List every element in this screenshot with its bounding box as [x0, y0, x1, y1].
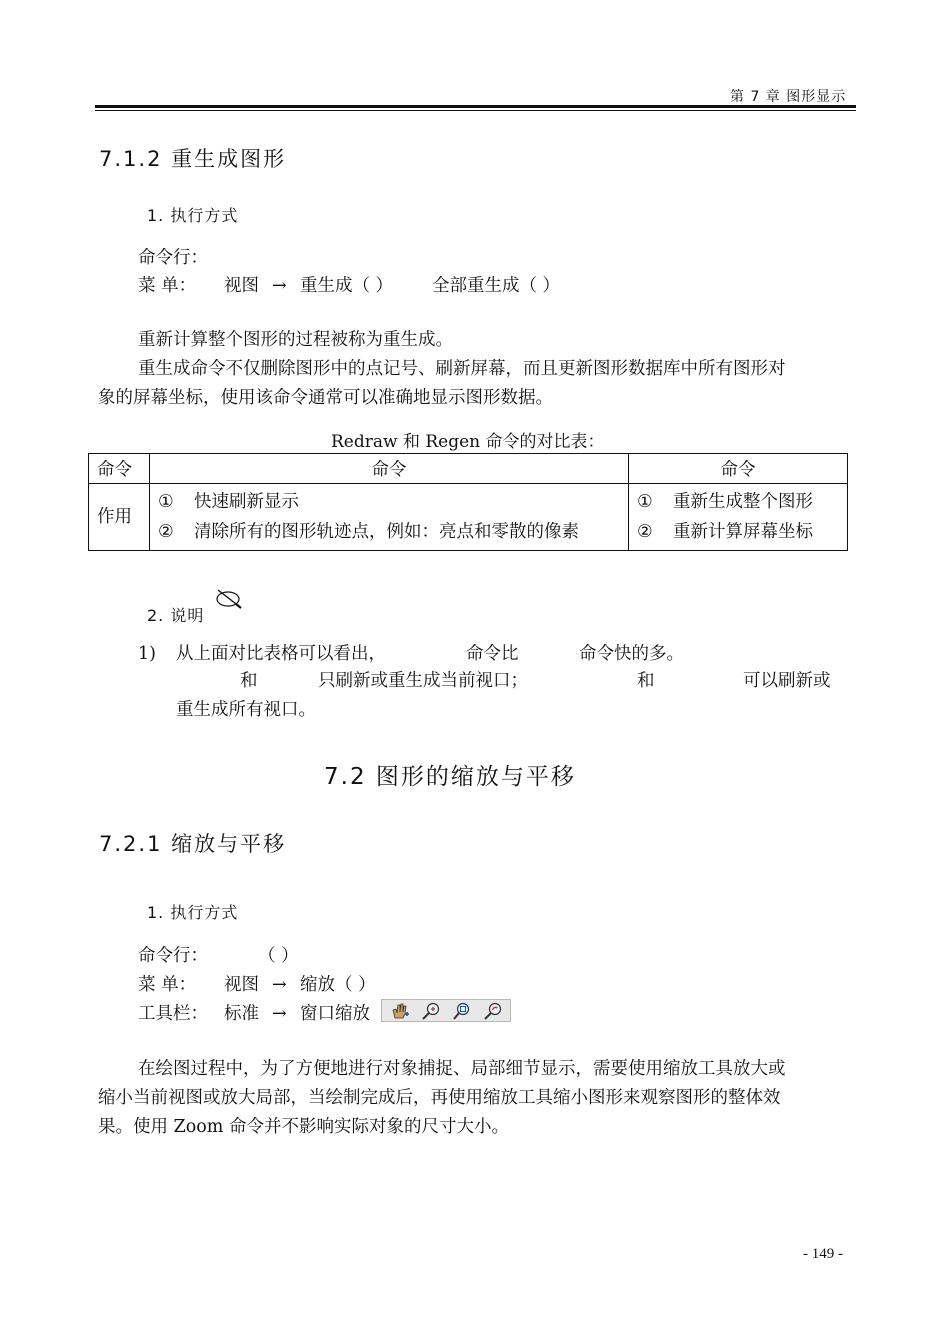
- note-line2-and-2: 和: [637, 671, 655, 691]
- arrow-icon: →: [272, 1004, 287, 1024]
- zoom-toolbar: [381, 999, 511, 1022]
- cmd-line-label: 命令行：: [138, 248, 208, 268]
- redraw-item-2: 清除所有的图形轨迹点，例如：亮点和零散的像素: [194, 522, 579, 542]
- circled-number: ②: [158, 522, 174, 542]
- note-item-text-1: 从上面对比表格可以看出，: [176, 644, 386, 664]
- arrow-icon: →: [272, 276, 287, 296]
- cmd-line-label-2: 命令行：: [138, 946, 208, 966]
- note-pen-icon: [214, 587, 244, 611]
- notes-label: 2. 说明: [147, 606, 205, 625]
- table-header-cell: 命令: [150, 454, 629, 484]
- header-rule-thin: [95, 110, 856, 111]
- cmd-line-paren: （ ）: [258, 946, 299, 966]
- circled-number: ①: [637, 492, 653, 512]
- menu-item-regen: 重生成（ ）: [300, 276, 394, 296]
- row-label-cell: 作用: [89, 484, 150, 551]
- paragraph-zoom-1: 在绘图过程中，为了方便地进行对象捕捉、局部细节显示，需要使用缩放工具放大或: [138, 1059, 786, 1079]
- regen-item-1: 重新生成整个图形: [673, 492, 813, 512]
- table-row: [89, 484, 848, 551]
- section-heading-712: 7.1.2 重生成图形: [99, 147, 287, 171]
- toolbar-standard: 标准: [224, 1004, 259, 1024]
- section-title-72: 7.2 图形的缩放与平移: [324, 764, 576, 790]
- redraw-item-1: 快速刷新显示: [194, 492, 299, 512]
- table-header-cell: 命令: [629, 454, 848, 484]
- paragraph-regen-desc-2: 象的屏幕坐标，使用该命令通常可以准确地显示图形数据。: [98, 388, 553, 408]
- subheading-exec-mode-2: 1. 执行方式: [147, 903, 239, 922]
- toolbar-label: 工具栏：: [138, 1004, 208, 1024]
- table-caption: Redraw 和 Regen 命令的对比表：: [331, 432, 605, 452]
- zoom-previous-icon[interactable]: [481, 1001, 505, 1021]
- note-item-text-3: 命令快的多。: [579, 644, 684, 664]
- paragraph-regen-desc-1: 重生成命令不仅删除图形中的点记号、刷新屏幕，而且更新图形数据库中所有图形对: [138, 359, 786, 379]
- page-number: - 149 -: [803, 1246, 843, 1262]
- arrow-icon: →: [272, 975, 287, 995]
- paragraph-regen-def: 重新计算整个图形的过程被称为重生成。: [138, 330, 453, 350]
- zoom-window-icon[interactable]: [450, 1001, 474, 1021]
- menu-item-zoom: 缩放（ ）: [300, 975, 376, 995]
- zoom-realtime-icon[interactable]: [419, 1001, 443, 1021]
- regen-cell: [629, 484, 848, 551]
- circled-number: ①: [158, 492, 174, 512]
- table-header-row: [89, 454, 848, 484]
- subheading-exec-mode: 1. 执行方式: [147, 206, 239, 225]
- note-item-number: 1): [138, 644, 156, 664]
- table-header-cell: 命令: [89, 454, 150, 484]
- circled-number: ②: [637, 522, 653, 542]
- note-item-text-2: 命令比: [466, 644, 519, 664]
- regen-item-2: 重新计算屏幕坐标: [673, 522, 813, 542]
- note-line3: 重生成所有视口。: [176, 700, 316, 720]
- paragraph-zoom-3: 果。使用 Zoom 命令并不影响实际对象的尺寸大小。: [98, 1117, 509, 1137]
- menu-path-view: 视图: [224, 276, 259, 296]
- comparison-table: [88, 453, 848, 551]
- header-rule: [95, 105, 856, 108]
- menu-label-2: 菜 单：: [138, 975, 197, 995]
- redraw-cell: [150, 484, 629, 551]
- menu-path-view-2: 视图: [224, 975, 259, 995]
- menu-item-regenall: 全部重生成（ ）: [432, 276, 561, 296]
- menu-label: 菜 单：: [138, 276, 197, 296]
- note-line2-end: 可以刷新或: [743, 671, 831, 691]
- paragraph-zoom-2: 缩小当前视图或放大局部，当绘制完成后，再使用缩放工具缩小图形来观察图形的整体效: [98, 1088, 781, 1108]
- chapter-header: 第 7 章 图形显示: [730, 89, 847, 105]
- toolbar-window-zoom: 窗口缩放: [300, 1004, 370, 1024]
- note-line2-and-1: 和: [240, 671, 258, 691]
- pan-hand-icon[interactable]: [388, 1001, 412, 1021]
- section-heading-721: 7.2.1 缩放与平移: [99, 832, 287, 856]
- note-line2-text: 只刷新或重生成当前视口；: [318, 671, 528, 691]
